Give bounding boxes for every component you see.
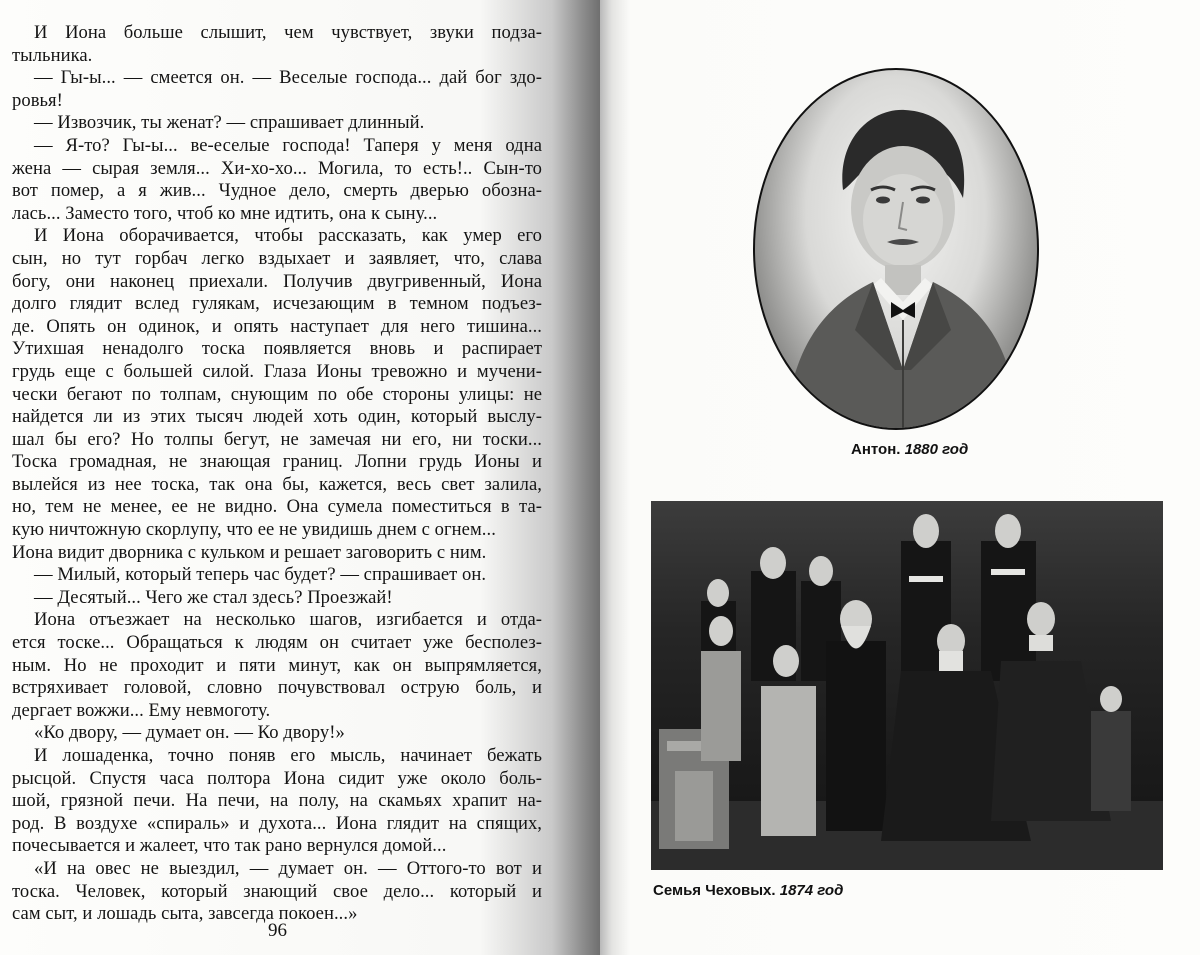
text-line: — Десятый... Чего же стал здесь? Проезжай! <box>34 586 393 608</box>
text-line: — Милый, который теперь час будет? — спрашивает он. <box>34 564 487 586</box>
text-line: — Гы-ы... — смеется он. — Веселые господа... дай бог здо- <box>34 67 542 89</box>
text-line: лась... Заместо того, чтоб ко мне идтить, она к сыну... <box>12 202 438 224</box>
text-line: Утихшая ненадолго тоска появляется вновь и распирает <box>12 338 542 360</box>
text-line: рысцой. Спустя часа полтора Иона сидит уже около боль- <box>12 767 542 789</box>
family-photo <box>651 501 1163 870</box>
portrait-photo <box>753 68 1039 430</box>
text-line: дергает вожжи... Ему невмоготу. <box>12 699 271 721</box>
family-photo-figures <box>651 501 1163 870</box>
text-line: Иона видит дворника с кульком и решает заговорить с ним. <box>12 541 487 563</box>
text-line: сын, но тут горбач легко вздыхает и заявляет, что, слава <box>12 247 542 269</box>
text-line: Тоска громадная, не знающая границ. Лопни грудь Ионы и <box>12 451 542 473</box>
text-line: тыльника. <box>12 44 93 66</box>
page-number: 96 <box>268 920 287 941</box>
text-line: найдется ли из этих тысяч людей хоть один, который выслу- <box>12 406 542 428</box>
text-line: шой, грязной печи. На печи, на полу, на скамьях храпит на- <box>12 790 542 812</box>
family-caption-year: 1874 год <box>779 882 844 899</box>
portrait-caption <box>851 441 968 458</box>
text-line: чески бегают по толпам, снующим по обе стороны улицы: не <box>12 383 542 405</box>
text-line: вылейся из нее тоска, так она бы, кажется, весь свет залила, <box>12 473 542 495</box>
story-text <box>12 22 542 926</box>
text-line: вот помер, а я жив... Чудное дело, смерть дверью обозна- <box>12 180 542 202</box>
text-line: род. В воздухе «спираль» и духота... Иона глядит на спящих, <box>12 812 542 834</box>
portrait-caption-year: 1880 год <box>904 441 969 458</box>
text-line: жена — сырая земля... Хи-хо-хо... Могила, то есть!.. Сын-то <box>12 157 542 179</box>
text-line: — Извозчик, ты женат? — спрашивает длинный. <box>34 112 425 134</box>
text-line: долго глядит вслед гулякам, исчезающим в темном подъез- <box>12 293 542 315</box>
text-line: ровья! <box>12 89 63 111</box>
text-line: — Я-то? Гы-ы... ве-еселые господа! Таперя у меня одна <box>34 134 542 156</box>
text-line: ным. Но не проходит и пяти минут, как он выпрямляется, <box>12 654 542 676</box>
text-line: тоска. Человек, который знающий свое дело... который и <box>12 880 542 902</box>
text-line: «Ко двору, — думает он. — Ко двору!» <box>34 722 345 744</box>
family-caption <box>653 882 843 899</box>
text-line: встряхивает головой, словно почувствовал острую боль, и <box>12 677 542 699</box>
text-line: Иона отъезжает на несколько шагов, изгибается и отда- <box>34 609 542 631</box>
text-line: богу, они наконец приехали. Получив двугривенный, Иона <box>12 270 542 292</box>
text-line: грудь еще с большей силой. Глаза Ионы тревожно и мучени- <box>12 360 542 382</box>
text-line: И лошаденка, точно поняв его мысль, начинает бежать <box>34 745 542 766</box>
text-line: почесывается и жалеет, что так рано вернулся домой... <box>12 835 447 857</box>
text-line: сам сыт, и лошадь сыта, завсегда покоен...» <box>12 903 358 925</box>
family-caption-name: Семья Чеховых. <box>653 882 776 899</box>
text-line: но, тем не менее, ее не видно. Она сумела поместиться в та- <box>12 496 542 518</box>
portrait-figure <box>755 70 1039 430</box>
portrait-caption-name: Антон. <box>851 441 901 458</box>
text-line: И Иона больше слышит, чем чувствует, звуки подза- <box>34 22 542 43</box>
text-line: шал бы его? Но толпы бегут, не замечая ни его, ни тоски... <box>12 428 542 450</box>
text-line: де. Опять он одинок, и опять наступает для него тишина... <box>12 315 542 337</box>
text-line: ется тоске... Обращаться к людям он считает уже бесполез- <box>12 632 542 654</box>
text-line: И Иона оборачивается, чтобы рассказать, как умер его <box>34 225 542 247</box>
text-line: кую ничтожную скорлупу, что ее не увидишь днем с огнем... <box>12 519 496 541</box>
text-line: «И на овес не выездил, — думает он. — Оттого-то вот и <box>34 857 542 879</box>
